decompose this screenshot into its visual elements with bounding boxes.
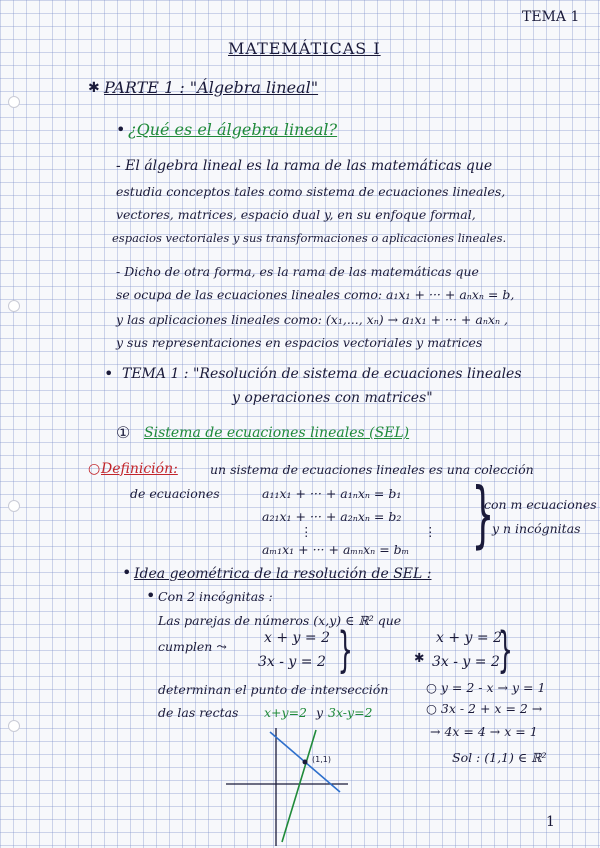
- binder-hole: [8, 300, 20, 312]
- bullet-icon: •: [122, 563, 132, 582]
- solution-step: → 4x = 4 → x = 1: [430, 724, 538, 739]
- right-brace: }: [471, 472, 495, 556]
- tema-heading-line1: TEMA 1 : "Resolución de sistema de ecuaciones lineales: [122, 366, 522, 382]
- geo-text: Las parejas de números (x,y) ∈ ℝ² que: [158, 613, 402, 628]
- system-eq: 3x - y = 2: [432, 654, 500, 670]
- paragraph-line: - El álgebra lineal es la rama de las matemáticas que: [116, 158, 493, 174]
- paragraph-line: espacios vectoriales y sus transformaciones o aplicaciones lineales.: [112, 231, 507, 245]
- line-label-a: x+y=2: [264, 705, 308, 720]
- binder-hole: [8, 500, 20, 512]
- paragraph-line: - Dicho de otra forma, es la rama de las matemáticas que: [116, 264, 479, 279]
- solution-result: Sol : (1,1) ∈ ℝ²: [452, 750, 547, 765]
- paragraph-line: vectores, matrices, espacio dual y, en su enfoque formal,: [116, 207, 476, 222]
- binder-hole: [8, 720, 20, 732]
- star-icon: ✱: [414, 650, 425, 665]
- parte-heading: PARTE 1 : "Álgebra lineal": [104, 78, 319, 97]
- definition-label: Definición:: [101, 461, 178, 477]
- parte-star: ✱: [88, 80, 100, 96]
- paragraph-line: y las aplicaciones lineales como: (x₁,..., xₙ) → a₁x₁ + ··· + aₙxₙ ,: [116, 312, 508, 327]
- sel-heading: Sistema de ecuaciones lineales (SEL): [144, 425, 410, 441]
- tema-tag: TEMA 1: [522, 9, 580, 25]
- intersection-point: [303, 760, 308, 765]
- binder-hole: [8, 96, 20, 108]
- system-eq: x + y = 2: [436, 630, 502, 646]
- geo-text: de las rectas: [158, 705, 239, 720]
- vertical-dots: ⋮: [300, 524, 313, 539]
- bullet-icon: •: [116, 120, 126, 139]
- geo-text: cumplen ⤳: [158, 639, 227, 654]
- page-title: MATEMÁTICAS I: [228, 39, 381, 58]
- equation-row: aₘ₁x₁ + ··· + aₘₙxₙ = bₘ: [262, 542, 410, 557]
- definition-text: un sistema de ecuaciones lineales es una colección: [210, 462, 534, 477]
- bullet-icon: •: [104, 364, 114, 383]
- definition-text: de ecuaciones: [130, 486, 220, 501]
- equation-row: a₂₁x₁ + ··· + a₂ₙxₙ = b₂: [262, 509, 402, 524]
- paragraph-line: y sus representaciones en espacios vectoriales y matrices: [116, 335, 483, 350]
- geo-text: determinan el punto de intersección: [158, 682, 389, 697]
- solution-step: ○ y = 2 - x → y = 1: [426, 680, 546, 695]
- side-note: con m ecuaciones: [484, 497, 597, 512]
- definition-bullet: ○: [88, 461, 101, 477]
- bullet-icon: •: [146, 586, 156, 605]
- question-title: ¿Qué es el álgebra lineal?: [128, 120, 338, 139]
- line-label-b: 3x-y=2: [328, 705, 373, 720]
- equation-row: a₁₁x₁ + ··· + a₁ₙxₙ = b₁: [262, 486, 402, 501]
- vertical-dots: ⋮: [424, 524, 437, 539]
- system-eq: 3x - y = 2: [258, 654, 326, 670]
- paragraph-line: se ocupa de las ecuaciones lineales como: a₁x₁ + ··· + aₙxₙ = b,: [116, 287, 515, 302]
- right-brace: }: [497, 622, 513, 678]
- right-brace: }: [337, 622, 353, 678]
- page-number: 1: [546, 814, 555, 830]
- solution-step: ○ 3x - 2 + x = 2 →: [426, 701, 543, 716]
- intersection-graph: [220, 722, 350, 848]
- tema-heading-line2: y operaciones con matrices": [232, 390, 433, 406]
- system-eq: x + y = 2: [264, 630, 330, 646]
- side-note: y n incógnitas: [492, 521, 581, 536]
- paragraph-line: estudia conceptos tales como sistema de ecuaciones lineales,: [116, 184, 506, 199]
- point-label: (1,1): [312, 755, 331, 764]
- geo-subheading: Con 2 incógnitas :: [158, 589, 273, 604]
- geo-heading: Idea geométrica de la resolución de SEL :: [134, 566, 432, 582]
- geo-text: y: [316, 705, 324, 720]
- section-number: ①: [116, 423, 131, 442]
